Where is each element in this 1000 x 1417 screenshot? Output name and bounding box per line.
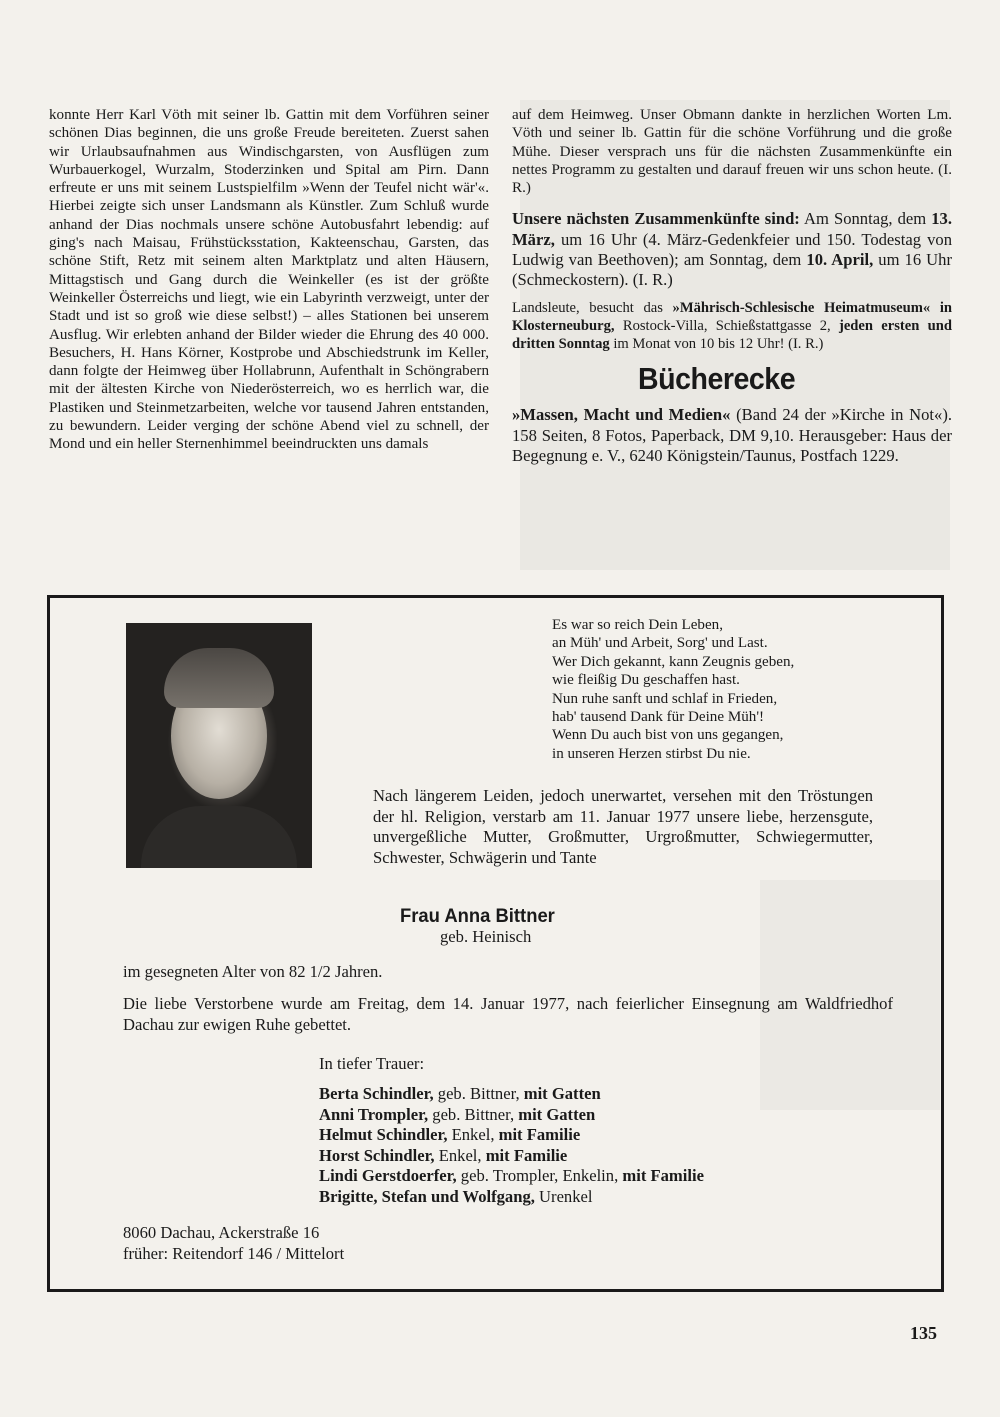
portrait-photo — [126, 623, 312, 868]
poem-line: wie fleißig Du geschaffen hast. — [552, 672, 740, 689]
mourner-row: Berta Schindler, geb. Bittner, mit Gatten — [319, 1084, 601, 1103]
mourner-row: Horst Schindler, Enkel, mit Familie — [319, 1145, 568, 1165]
page-number: 135 — [910, 1323, 937, 1343]
address-former: früher: Reitendorf 146 / Mittelort — [123, 1243, 345, 1263]
maiden-name: geb. Heinisch — [440, 927, 532, 946]
report-ending: auf dem Heimweg. Unser Obmann dankte in herzlichen Worten Lm. Vöth und seiner lb. Gattin für die schöne Vorführung und die große Mühe. Dieser versprach uns für die nächsten Zusammenkünfte ein nettes Programm zu gestalten und darauf freuen wir uns schon heute. (I. R.) — [512, 107, 952, 197]
museum-opening-days: jeden ersten und dritten Sonntag — [512, 317, 953, 353]
deceased-name: Frau Anna Bittner — [400, 905, 555, 927]
museum-notice: Landsleute, besucht das »Mährisch-Schlesische Heimatmuseum« in Klosterneuburg, Rostock-Villa, Schießstattgasse 2, jeden ersten und dritten Sonntag im Monat von 10 bis 12 Uhr! (I. R.) — [512, 299, 953, 353]
books-heading: Bücherecke — [638, 361, 796, 397]
meetings-notice: Unsere nächsten Zusammenkünfte sind: Am Sonntag, dem 13. März, um 16 Uhr (4. März-Gedenkfeier und 150. Todestag von Ludwig van Beethoven); am Sonntag, dem 10. April, um 16 Uhr (Schmeckostern). (I. R.) — [512, 209, 952, 290]
left-column — [49, 106, 489, 454]
mourner-row: Helmut Schindler, Enkel, mit Familie — [319, 1125, 581, 1145]
book-title: »Massen, Macht und Medien« — [512, 405, 731, 425]
mourner-row: Brigitte, Stefan und Wolfgang, Urenkel — [319, 1186, 593, 1206]
poem-line: Nun ruhe sanft und schlaf in Frieden, — [552, 690, 778, 707]
book-notice: »Massen, Macht und Medien« (Band 24 der »Kirche in Not«). 158 Seiten, 8 Fotos, Paperback, DM 9,10. Herausgeber: Haus der Begegnung e. V., 6240 Königstein/Taunus, Postfach 1229. — [512, 405, 952, 465]
meeting-date-2: 10. April, — [806, 250, 874, 270]
poem-line: in unseren Herzen stirbst Du nie. — [552, 745, 751, 762]
mourning-label: In tiefer Trauer: — [319, 1054, 425, 1073]
obituary-box — [47, 595, 944, 1292]
memorial-poem — [552, 616, 932, 763]
death-announcement: Nach längerem Leiden, jedoch unerwartet, versehen mit den Tröstungen der hl. Religion, verstarb am 11. Januar 1977 unsere liebe, herzensgute, unvergeßliche Mutter, Großmutter, Urgroßmutter, Schwiegermutter, Schwester, Schwägerin und Tante — [373, 786, 873, 868]
meetings-lead: Unsere nächsten Zusammenkünfte sind: — [512, 209, 800, 229]
address-block — [123, 1223, 344, 1264]
poem-line: Wenn Du auch bist von uns gegangen, — [552, 727, 784, 744]
poem-line: Wer Dich gekannt, kann Zeugnis geben, — [552, 653, 795, 670]
poem-line: Es war so reich Dein Leben, — [552, 617, 723, 633]
mourner-row: Anni Trompler, geb. Bittner, mit Gatten — [319, 1104, 596, 1124]
museum-name: »Mährisch-Schlesische Heimatmuseum« in Klosterneuburg, — [512, 299, 952, 334]
slide-show-report: konnte Herr Karl Vöth mit seiner lb. Gattin mit dem Vorführen seiner schönen Dias beginnen, die uns große Freude bereiteten. Zuerst sahen wir Urlaubsaufnahmen aus Windischgarsten, von Ausflügen zum Wurbauerkogel, Wurzalm, Stoderzinken und Spital am Pirn. Dann erfreute er uns mit seinem Lustspielfilm »Wenn der Teufel nicht wär'«. Hierbei zeigte sich unser Landsmann als Künstler. Zum Schluß wurde anhand der Dias nochmals unsere schöne Autobusfahrt lebendig: auf ging's nach Maisau, Frühstücksstation, Kakteenschau, Garsten, das schöne Stift, Retz mit seinem alten Marktplatz und alten Häusern, Mittagstisch und Gang durch die Weinkeller (es ist der größte Weinkeller Österreichs und liegt, wie ein Labyrinth verzweigt, unter der Stadt und ist so groß wie diese selbst!) – alles Stationen bei unserem Ausflug. Wir erlebten anhand der Bilder wieder die Ehrung des 40 000. Besuchers, H. Hans Körner, Kostprobe und Abschiedstrunk im Keller, dann folgte der Heimweg über Hollabrunn, Aufenthalt in Schöngrabern mit der ältesten Kirche von Niederösterreich, wo es herrlich war, die Plastiken und Steinmetzarbeiten, welche vor tausend Jahren entstanden, zu bewundern. Leider verging der schöne Abend viel zu schnell, der Mond und ein heller Sternenhimmel beeindruckten uns damals — [49, 107, 489, 453]
poem-line: hab' tausend Dank für Deine Müh'! — [552, 709, 765, 726]
age-at-death: im gesegneten Alter von 82 1/2 Jahren. — [123, 962, 383, 981]
poem-line: an Müh' und Arbeit, Sorg' und Last. — [552, 635, 768, 652]
meeting-date-1: 13. März, — [512, 209, 952, 249]
right-column — [512, 106, 952, 466]
mourners-list — [319, 1084, 704, 1208]
mourner-row: Lindi Gerstdoerfer, geb. Trompler, Enkelin, mit Familie — [319, 1166, 704, 1186]
burial-notice: Die liebe Verstorbene wurde am Freitag, dem 14. Januar 1977, nach feierlicher Einsegnung am Waldfriedhof Dachau zur ewigen Ruhe gebettet. — [123, 994, 893, 1034]
address-current: 8060 Dachau, Ackerstraße 16 — [123, 1223, 320, 1242]
